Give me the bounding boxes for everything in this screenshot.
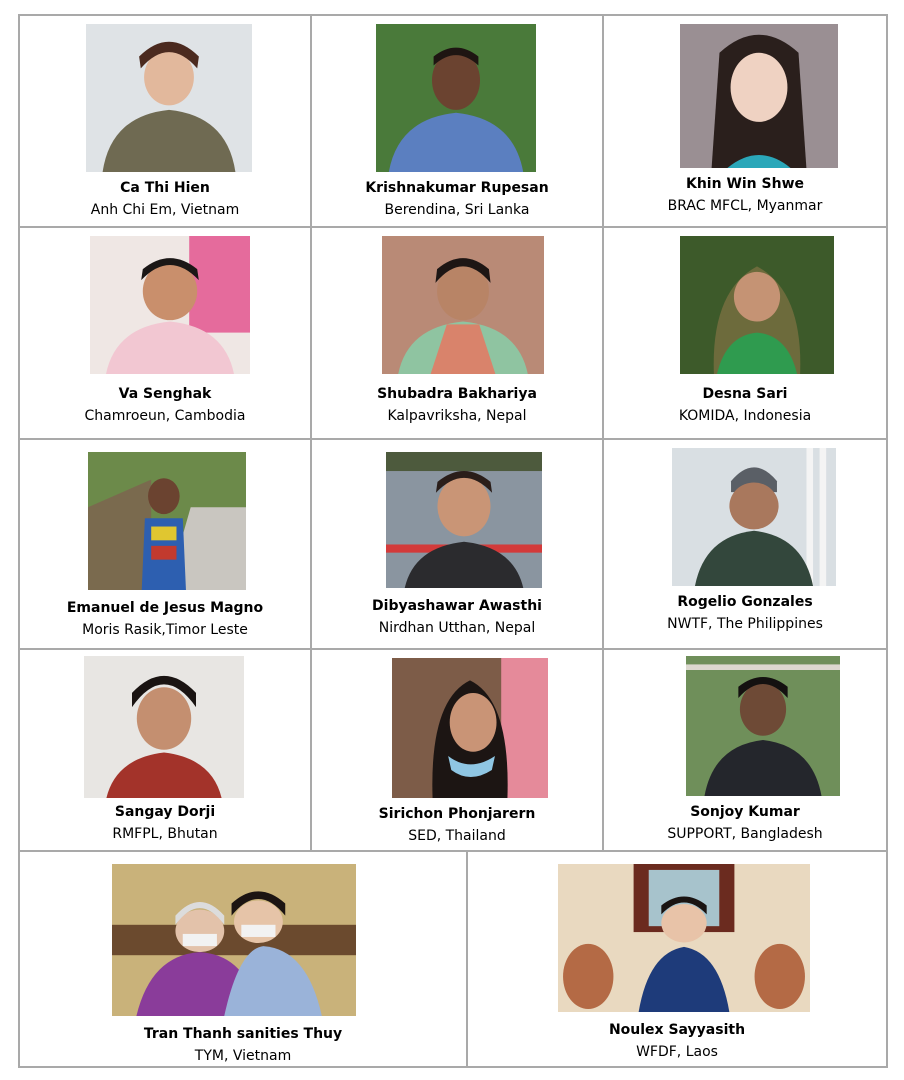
person-card	[312, 228, 604, 438]
person-organization: Anh Chi Em, Vietnam	[90, 202, 240, 218]
person-photo	[112, 864, 356, 1016]
person-photo	[392, 658, 548, 798]
person-card	[312, 16, 604, 226]
person-organization: SUPPORT, Bangladesh	[667, 826, 823, 842]
person-photo	[680, 236, 834, 374]
person-name: Noulex Sayyasith	[608, 1022, 746, 1038]
person-photo	[90, 236, 250, 374]
person-organization: Kalpavriksha, Nepal	[387, 408, 527, 424]
grid-row	[20, 16, 886, 228]
person-organization: TYM, Vietnam	[194, 1048, 292, 1064]
person-photo	[686, 656, 840, 796]
person-name: Ca Thi Hien	[120, 180, 210, 196]
person-name: Va Senghak	[118, 386, 212, 402]
person-photo	[84, 656, 244, 798]
person-card	[20, 852, 468, 1066]
person-organization: Berendina, Sri Lanka	[384, 202, 530, 218]
person-photo	[672, 448, 836, 586]
grid-row	[20, 440, 886, 650]
person-name: Dibyashawar Awasthi	[372, 598, 542, 614]
person-name: Sangay Dorji	[114, 804, 216, 820]
person-name: Khin Win Shwe	[685, 176, 804, 192]
person-photo	[376, 24, 536, 172]
person-card	[604, 440, 886, 648]
person-name: Rogelio Gonzales	[677, 594, 813, 610]
person-card	[468, 852, 886, 1066]
person-name: Tran Thanh sanities Thuy	[143, 1026, 343, 1042]
person-card	[20, 440, 312, 648]
person-name: Sirichon Phonjarern	[378, 806, 536, 822]
person-photo	[680, 24, 838, 168]
person-card	[312, 440, 604, 648]
person-photo	[558, 864, 810, 1012]
person-name: Emanuel de Jesus Magno	[66, 600, 264, 616]
person-card	[604, 228, 886, 438]
person-name: Sonjoy Kumar	[690, 804, 800, 820]
person-organization: KOMIDA, Indonesia	[678, 408, 812, 424]
person-photo	[382, 236, 544, 374]
person-name: Shubadra Bakhariya	[377, 386, 537, 402]
person-organization: BRAC MFCL, Myanmar	[667, 198, 823, 214]
person-card	[20, 228, 312, 438]
grid-row	[20, 650, 886, 852]
person-organization: WFDF, Laos	[636, 1044, 718, 1060]
person-card	[604, 16, 886, 226]
person-organization: Moris Rasik,Timor Leste	[82, 622, 248, 638]
grid-row	[20, 852, 886, 1066]
person-organization: Chamroeun, Cambodia	[84, 408, 246, 424]
person-organization: NWTF, The Philippines	[667, 616, 823, 632]
person-name: Desna Sari	[702, 386, 788, 402]
person-photo	[86, 24, 252, 172]
person-organization: SED, Thailand	[408, 828, 506, 844]
person-card	[312, 650, 604, 850]
person-photo	[88, 452, 246, 590]
person-card	[604, 650, 886, 850]
person-name: Krishnakumar Rupesan	[365, 180, 549, 196]
person-organization: Nirdhan Utthan, Nepal	[378, 620, 536, 636]
people-grid	[18, 14, 888, 1068]
grid-row	[20, 228, 886, 440]
person-photo	[386, 452, 542, 588]
person-organization: RMFPL, Bhutan	[112, 826, 218, 842]
person-card	[20, 16, 312, 226]
person-card	[20, 650, 312, 850]
